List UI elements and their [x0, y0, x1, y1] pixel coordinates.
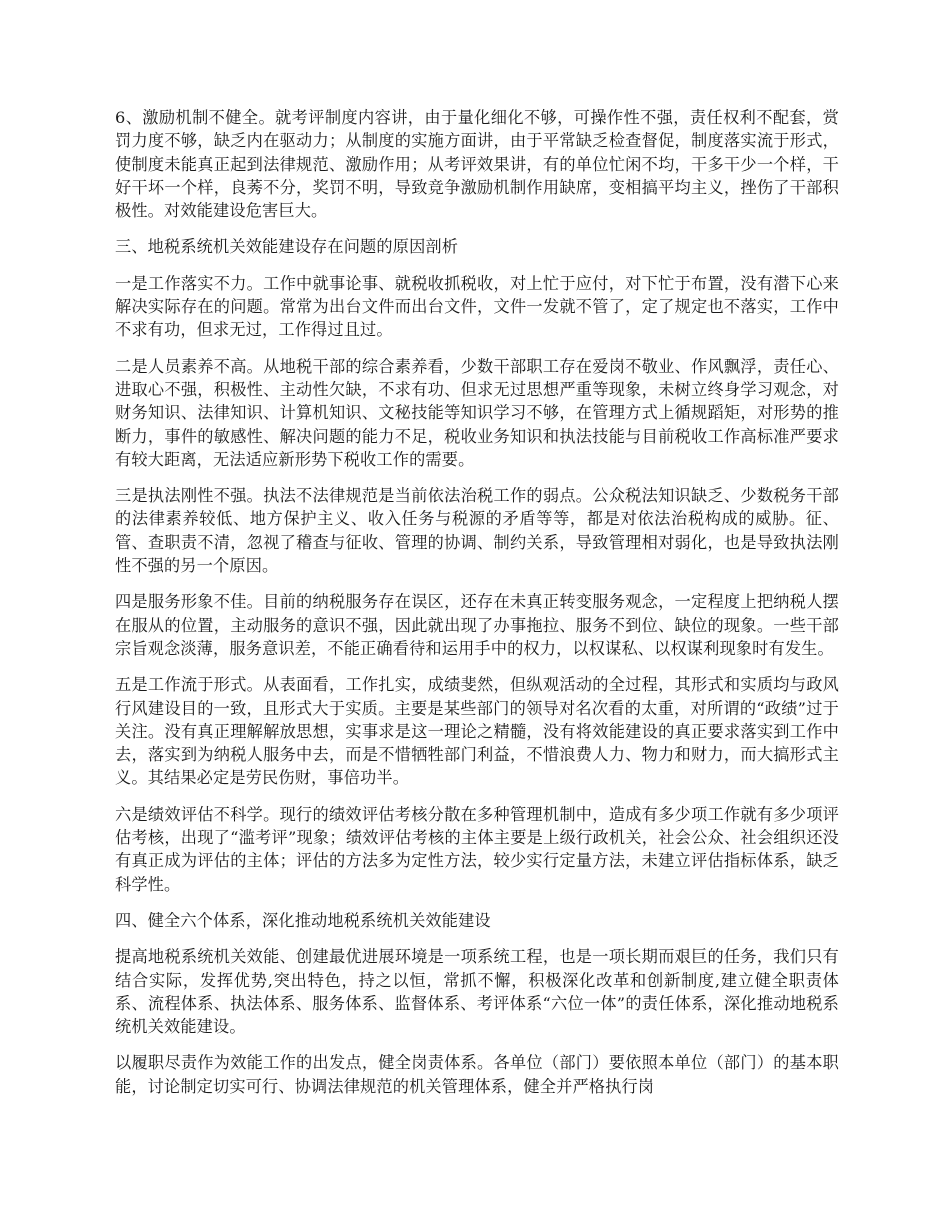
paragraph-staff-quality: 二是人员素养不高。从地税干部的综合素养看，少数干部职工存在爱岗不敬业、作风飘浮，责任心、进取心不强，积极性、主动性欠缺，不求有功、但求无过思想严重等现象，未树立终身学习观念，对财务知识、法律知识、计算机知识、文秘技能等知识学习不够，在管理方式上循规蹈矩，对形势的推断力，事件的敏感性、解决问题的能力不足，税收业务知识和执法技能与目前税收工作高标准严要求有较大距离，无法适应新形势下税收工作的需要。 — [115, 356, 839, 469]
paragraph-incentive-mechanism: 6、激励机制不健全。就考评制度内容讲，由于量化细化不够，可操作性不强，责任权利不配套，赏罚力度不够，缺乏内在驱动力；从制度的实施方面讲，由于平常缺乏检查督促，制度落实流于形式，使制度未能真正起到法律规范、激励作用；从考评效果讲，有的单位忙闲不均，干多干少一个样，干好干坏一个样，良莠不分，奖罚不明，导致竞争激励机制作用缺席，变相搞平均主义，挫伤了干部积极性。对效能建设危害巨大。 — [115, 108, 839, 221]
paragraph-performance-evaluation: 六是绩效评估不科学。现行的绩效评估考核分散在多种管理机制中，造成有多少项工作就有多少项评估考核，出现了“滥考评”现象；绩效评估考核的主体主要是上级行政机关，社会公众、社会组织还没有真正成为评估的主体；评估的方法多为定性方法，较少实行定量方法，未建立评估指标体系，缺乏科学性。 — [115, 804, 839, 894]
paragraph-six-systems: 提高地税系统机关效能、创建最优进展环境是一项系统工程，也是一项长期而艰巨的任务，我们只有结合实际，发挥优势,突出特色，持之以恒，常抓不懈，积极深化改革和创新制度,建立健全职责体系、流程体系、执法体系、服务体系、监督体系、考评体系“六位一体”的责任体系，深化推动地税系统机关效能建设。 — [115, 947, 839, 1037]
section-heading-3: 三、地税系统机关效能建设存在问题的原因剖析 — [115, 237, 459, 257]
paragraph-service-image: 四是服务形象不佳。目前的纳税服务存在误区，还存在未真正转变服务观念，一定程度上把纳税人摆在服从的位置，主动服务的意识不强，因此就出现了办事拖拉、服务不到位、缺位的现象。一些干部宗旨观念淡薄，服务意识差，不能正确看待和运用手中的权力，以权谋私、以权谋利现象时有发生。 — [115, 592, 839, 658]
paragraph-law-enforcement: 三是执法刚性不强。执法不法律规范是当前依法治税工作的弱点。公众税法知识缺乏、少数税务干部的法律素养较低、地方保护主义、收入任务与税源的矛盾等等，都是对依法治税构成的威胁。征、管、查职责不清，忽视了稽查与征收、管理的协调、制约关系，导致管理相对弱化，也是导致执法刚性不强的另一个原因。 — [115, 486, 839, 576]
document-body — [115, 106, 839, 1111]
paragraph-formalism: 五是工作流于形式。从表面看，工作扎实，成绩斐然，但纵观活动的全过程，其形式和实质均与政风行风建设目的一致，且形式大于实质。主要是某些部门的领导对名次看的太重，对所谓的“政绩”过于关注。没有真正理解解放思想，实事求是这一理论之精髓，没有将效能建设的真正要求落实到工作中去，落实到为纳税人服务中去，而是不惜牺牲部门利益，不惜浪费人力、物力和财力，而大搞形式主义。其结果必定是劳民伤财，事倍功半。 — [115, 675, 839, 788]
paragraph-work-implementation: 一是工作落实不力。工作中就事论事、就税收抓税收，对上忙于应付，对下忙于布置，没有潜下心来解决实际存在的问题。常常为出台文件而出台文件，文件一发就不管了，定了规定也不落实，工作中不求有功，但求无过，工作得过且过。 — [115, 273, 839, 340]
section-heading-4: 四、健全六个体系，深化推动地税系统机关效能建设 — [115, 910, 491, 930]
paragraph-responsibility-system: 以履职尽责作为效能工作的出发点，健全岗责体系。各单位（部门）要依照本单位（部门）的基本职能，讨论制定切实可行、协调法律规范的机关管理体系，健全并严格执行岗 — [115, 1053, 839, 1096]
